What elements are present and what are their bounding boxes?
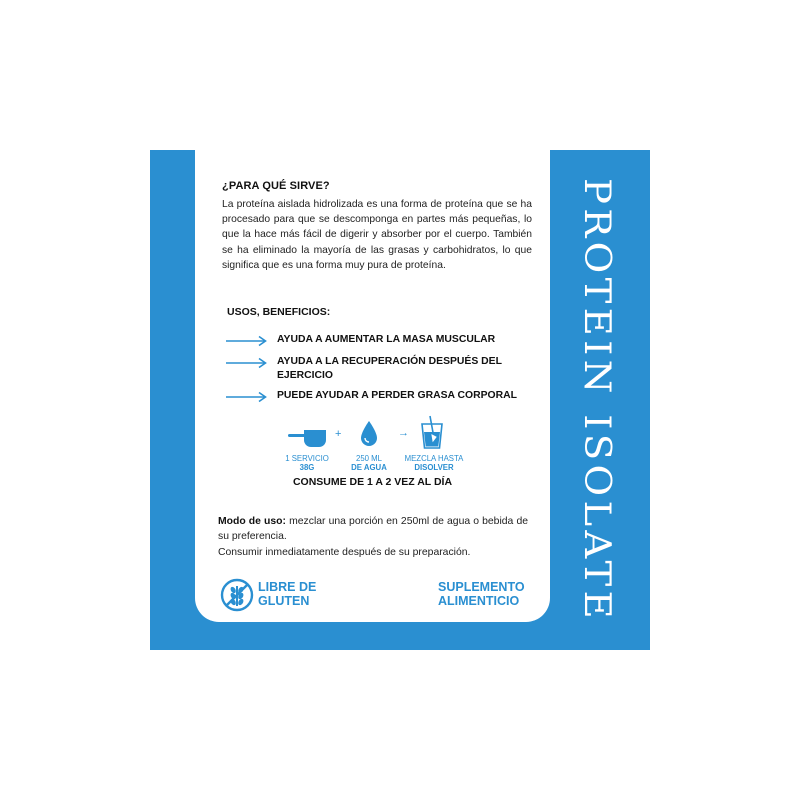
usos-title: USOS, BENEFICIOS:: [227, 306, 331, 318]
arrow-symbol: →: [398, 427, 409, 439]
vertical-title-text: PROTEIN ISOLATE: [576, 178, 617, 593]
usage-note: Consumir inmediatamente después de su preparación.: [218, 546, 471, 558]
usage-label: Modo de uso:: [218, 516, 286, 527]
arrow-right-icon: [225, 357, 269, 369]
plus-symbol: +: [335, 428, 342, 440]
benefit-text: AYUDA A AUMENTAR LA MASA MUSCULAR: [277, 334, 496, 345]
water-drop-icon: [359, 420, 379, 448]
benefit-item: [225, 391, 525, 421]
scoop-icon: [287, 426, 329, 448]
arrow-right-icon: [225, 335, 269, 347]
gluten-free-icon: [220, 578, 254, 612]
benefit-text: AYUDA A LA RECUPERACIÓN DESPUÉS DEL EJERCICIO: [277, 356, 502, 381]
shaker-glass-icon: [419, 414, 445, 450]
arrow-right-icon: [225, 391, 269, 403]
usage-instructions: [218, 514, 528, 560]
heading: ¿PARA QUÉ SIRVE?: [222, 180, 330, 192]
info-card: [195, 150, 550, 622]
usage-text: mezclar una porción en 250ml de agua o bebida de su preferencia.: [218, 516, 529, 543]
gluten-free-badge: LIBRE DE GLUTEN: [258, 580, 317, 608]
supplement-badge: SUPLEMENTO ALIMENTICIO: [438, 580, 525, 608]
step-caption: 1 SERVICIO 38G: [285, 454, 329, 472]
step-caption: 250 ML DE AGUA: [351, 454, 387, 472]
benefit-text: PUEDE AYUDAR A PERDER GRASA CORPORAL: [277, 390, 517, 401]
consume-text: CONSUME DE 1 A 2 VEZ AL DÍA: [292, 476, 453, 488]
benefit-item: [225, 357, 525, 387]
vertical-title: [551, 150, 650, 650]
description-paragraph: La proteína aislada hidrolizada es una forma de proteína que se ha procesado para que se descomponga en partes más pequeñas, lo que la hace más fácil de digerir y absorber por el cuerpo. También se ha eliminado la mayoría de las grasas y carbohidratos, lo que significa que es una forma muy pura de proteína.: [222, 199, 532, 271]
step-caption: MEZCLA HASTA DISOLVER: [404, 454, 464, 472]
